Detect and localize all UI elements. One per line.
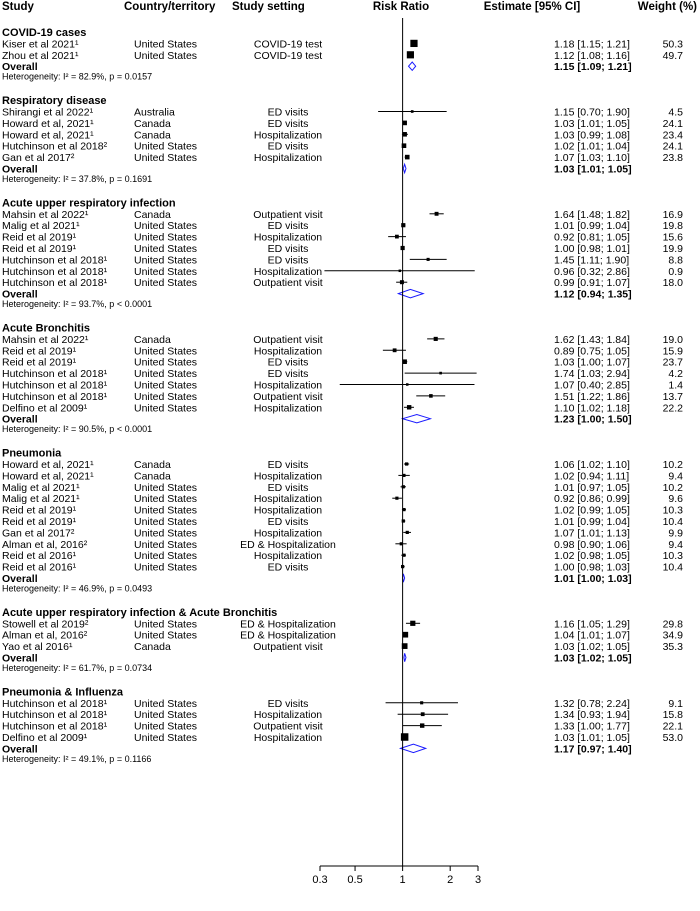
study-weight: 10.4 <box>662 516 683 528</box>
study-estimate: 0.92 [0.86; 0.99] <box>554 493 630 506</box>
study-name: Alman et al, 2016² <box>2 538 88 551</box>
point-estimate-square <box>439 372 442 375</box>
study-name: Alman et al, 2016² <box>2 629 88 642</box>
study-estimate: 1.00 [0.98; 1.01] <box>554 243 630 255</box>
overall-estimate: 1.15 [1.09; 1.21] <box>554 61 632 74</box>
study-estimate: 1.03 [0.99; 1.08] <box>554 129 630 142</box>
study-name: Hutchinson et al 2018¹ <box>2 368 108 381</box>
study-estimate: 1.45 [1.11; 1.90] <box>554 254 630 267</box>
study-estimate: 1.00 [0.98; 1.03] <box>554 561 630 574</box>
group-title: Pneumonia & Influenza <box>2 686 124 699</box>
study-weight: 22.1 <box>662 720 683 733</box>
study-weight: 53.0 <box>662 732 683 744</box>
study-country: Canada <box>134 129 171 142</box>
point-estimate-square <box>393 348 397 352</box>
overall-estimate: 1.12 [0.94; 1.35] <box>554 288 632 301</box>
study-estimate: 1.51 [1.22; 1.86] <box>554 390 630 403</box>
point-estimate-square <box>429 394 433 398</box>
study-name: Mahsin et al 2022¹ <box>2 333 89 346</box>
study-name: Gan et al 2017² <box>2 152 75 165</box>
study-estimate: 1.03 [1.00; 1.07] <box>554 356 630 369</box>
study-name: Howard et al, 2021¹ <box>2 129 94 142</box>
study-estimate: 0.89 [0.75; 1.05] <box>554 345 630 358</box>
study-weight: 15.8 <box>662 709 683 722</box>
header-country: Country/territory <box>124 1 216 13</box>
study-setting: Hospitalization <box>253 379 323 392</box>
study-name: Mahsin et al 2022¹ <box>2 208 89 221</box>
study-name: Yao et al 2016¹ <box>2 641 73 654</box>
study-name: Hutchinson et al 2018¹ <box>2 390 108 403</box>
study-country: United States <box>134 481 198 494</box>
study-weight: 4.5 <box>668 106 683 119</box>
study-estimate: 1.03 [1.01; 1.05] <box>554 117 630 130</box>
point-estimate-square <box>420 701 423 704</box>
overall-label: Overall <box>2 413 38 426</box>
header-row <box>2 1 697 13</box>
study-weight: 24.1 <box>662 117 683 130</box>
overall-label: Overall <box>2 163 38 176</box>
study-country: United States <box>134 243 198 255</box>
study-country: United States <box>134 709 198 722</box>
overall-estimate: 1.17 [0.97; 1.40] <box>554 743 632 756</box>
study-country: Canada <box>134 208 171 221</box>
study-weight: 0.9 <box>668 265 683 278</box>
study-country: Canada <box>134 459 171 471</box>
study-name: Zhou et al 2021¹ <box>2 49 79 62</box>
study-country: United States <box>134 504 198 517</box>
study-setting: Outpatient visit <box>253 641 323 654</box>
study-estimate: 1.06 [1.02; 1.10] <box>554 459 630 471</box>
study-name: Delfino et al 2009¹ <box>2 402 88 415</box>
group-title: Respiratory disease <box>2 95 107 108</box>
study-name: Hutchinson et al 2018¹ <box>2 254 108 267</box>
study-setting: ED visits <box>267 254 309 267</box>
study-weight: 19.0 <box>662 333 683 346</box>
study-name: Howard et al, 2021¹ <box>2 470 94 483</box>
study-weight: 13.7 <box>662 390 683 403</box>
x-tick-label: 2 <box>447 874 454 886</box>
study-estimate: 1.15 [0.70; 1.90] <box>554 106 630 119</box>
point-estimate-square <box>405 462 408 465</box>
study-weight: 23.8 <box>662 152 683 165</box>
study-country: United States <box>134 152 198 165</box>
overall-estimate: 1.01 [1.00; 1.03] <box>554 573 632 585</box>
study-weight: 50.3 <box>662 38 683 51</box>
study-name: Hutchinson et al 2018¹ <box>2 265 108 278</box>
study-setting: ED visits <box>267 368 309 381</box>
point-estimate-square <box>395 235 399 239</box>
study-setting: ED visits <box>267 459 309 471</box>
overall-estimate: 1.23 [1.00; 1.50] <box>554 413 632 426</box>
overall-diamond <box>398 289 423 297</box>
overall-label: Overall <box>2 61 38 74</box>
point-estimate-square <box>400 280 404 284</box>
group-title: Acute Bronchitis <box>2 322 91 335</box>
study-country: Canada <box>134 117 171 130</box>
study-country: Canada <box>134 641 171 654</box>
study-country: United States <box>134 493 198 506</box>
study-estimate: 1.18 [1.15; 1.21] <box>554 38 630 51</box>
study-country: United States <box>134 697 198 710</box>
study-weight: 10.3 <box>662 550 683 563</box>
study-country: United States <box>134 254 198 267</box>
study-name: Reid et al 2016¹ <box>2 550 77 563</box>
study-weight: 23.7 <box>662 356 683 369</box>
study-country: United States <box>134 140 198 153</box>
study-setting: COVID-19 test <box>253 38 323 51</box>
study-weight: 49.7 <box>662 49 683 62</box>
point-estimate-square <box>421 712 425 716</box>
study-name: Reid et al 2019¹ <box>2 231 77 244</box>
study-estimate: 1.10 [1.02; 1.18] <box>554 402 630 415</box>
study-weight: 22.2 <box>662 402 683 415</box>
study-setting: ED & Hospitalization <box>240 538 336 551</box>
x-tick-label: 1 <box>399 874 406 886</box>
study-weight: 8.8 <box>668 254 683 267</box>
study-country: United States <box>134 368 198 381</box>
study-setting: Outpatient visit <box>253 277 323 290</box>
study-country: United States <box>134 629 198 642</box>
forest-rows <box>2 27 683 764</box>
point-estimate-square <box>406 531 409 534</box>
study-weight: 18.0 <box>662 277 683 290</box>
study-name: Reid et al 2019¹ <box>2 356 77 369</box>
point-estimate-square <box>399 270 402 273</box>
header-estimate: Estimate [95% CI] <box>483 1 581 13</box>
study-country: United States <box>134 277 198 290</box>
study-estimate: 1.01 [0.99; 1.04] <box>554 220 630 233</box>
study-setting: Hospitalization <box>253 152 323 165</box>
point-estimate-square <box>405 155 410 160</box>
study-country: United States <box>134 231 198 244</box>
study-setting: Hospitalization <box>253 504 323 517</box>
heterogeneity-text: Heterogeneity: I² = 37.8%, p = 0.1691 <box>2 173 153 184</box>
study-weight: 9.4 <box>668 470 683 483</box>
study-weight: 29.8 <box>662 618 683 631</box>
study-setting: Outpatient visit <box>253 390 323 403</box>
study-name: Howard et al, 2021¹ <box>2 459 94 471</box>
study-estimate: 1.64 [1.48; 1.82] <box>554 208 630 221</box>
study-estimate: 1.02 [0.94; 1.11] <box>554 470 630 483</box>
study-name: Reid et al 2019¹ <box>2 516 77 528</box>
study-estimate: 1.62 [1.43; 1.84] <box>554 333 630 346</box>
study-country: Australia <box>134 106 175 119</box>
study-setting: ED visits <box>267 243 309 255</box>
study-weight: 4.2 <box>668 368 683 381</box>
heterogeneity-text: Heterogeneity: I² = 82.9%, p = 0.0157 <box>2 71 153 82</box>
study-country: United States <box>134 390 198 403</box>
overall-diamond <box>409 62 416 70</box>
study-country: Canada <box>134 470 171 483</box>
study-weight: 15.9 <box>662 345 683 358</box>
study-estimate: 0.98 [0.90; 1.06] <box>554 538 630 551</box>
study-name: Hutchinson et al 2018¹ <box>2 720 108 733</box>
point-estimate-square <box>407 51 414 58</box>
study-country: United States <box>134 379 198 392</box>
study-estimate: 0.96 [0.32; 2.86] <box>554 265 630 278</box>
header-study: Study <box>2 1 34 13</box>
study-estimate: 1.74 [1.03; 2.94] <box>554 368 630 381</box>
study-name: Malig et al 2021¹ <box>2 493 80 506</box>
overall-diamond <box>404 653 406 661</box>
study-name: Reid et al 2019¹ <box>2 345 77 358</box>
point-estimate-square <box>427 258 430 261</box>
study-estimate: 1.33 [1.00; 1.77] <box>554 720 630 733</box>
point-estimate-square <box>411 110 414 113</box>
study-estimate: 1.16 [1.05; 1.29] <box>554 618 630 631</box>
x-axis <box>312 18 481 886</box>
study-country: United States <box>134 527 198 540</box>
study-weight: 10.4 <box>662 561 683 574</box>
overall-label: Overall <box>2 652 38 665</box>
study-name: Hutchinson et al 2018¹ <box>2 697 108 710</box>
study-setting: Hospitalization <box>253 470 323 483</box>
study-country: United States <box>134 538 198 551</box>
header-risk-ratio: Risk Ratio <box>372 1 430 13</box>
group-title: COVID-19 cases <box>2 27 87 39</box>
study-estimate: 1.34 [0.93; 1.94] <box>554 709 630 722</box>
study-setting: Outpatient visit <box>253 208 323 221</box>
study-weight: 24.1 <box>662 140 683 153</box>
point-estimate-square <box>434 337 438 341</box>
overall-diamond <box>401 744 426 752</box>
study-country: United States <box>134 265 198 278</box>
study-setting: ED visits <box>267 516 309 528</box>
study-setting: Hospitalization <box>253 709 323 722</box>
study-name: Kiser et al 2021¹ <box>2 38 79 51</box>
overall-estimate: 1.03 [1.01; 1.05] <box>554 163 632 176</box>
point-estimate-square <box>406 383 409 386</box>
study-country: Canada <box>134 333 171 346</box>
study-country: United States <box>134 38 198 51</box>
study-setting: ED visits <box>267 140 309 153</box>
header-setting: Study setting <box>232 1 305 13</box>
point-estimate-square <box>402 632 408 638</box>
study-weight: 9.6 <box>668 493 683 506</box>
study-name: Hutchinson et al 2018² <box>2 140 108 153</box>
study-estimate: 1.02 [1.01; 1.04] <box>554 140 630 153</box>
study-estimate: 1.02 [0.98; 1.05] <box>554 550 630 563</box>
study-setting: ED visits <box>267 117 309 130</box>
study-estimate: 1.01 [0.97; 1.05] <box>554 481 630 494</box>
study-weight: 23.4 <box>662 129 683 142</box>
study-setting: Outpatient visit <box>253 333 323 346</box>
overall-label: Overall <box>2 288 38 301</box>
study-weight: 10.2 <box>662 459 683 471</box>
study-setting: Hospitalization <box>253 550 323 563</box>
study-estimate: 1.02 [0.99; 1.05] <box>554 504 630 517</box>
study-setting: Hospitalization <box>253 493 323 506</box>
study-name: Gan et al 2017² <box>2 527 75 540</box>
study-name: Hutchinson et al 2018¹ <box>2 379 108 392</box>
study-setting: Hospitalization <box>253 345 323 358</box>
study-weight: 10.2 <box>662 481 683 494</box>
study-setting: Hospitalization <box>253 402 323 415</box>
x-tick-label: 3 <box>474 874 482 886</box>
study-setting: Hospitalization <box>253 129 323 142</box>
study-estimate: 1.03 [1.02; 1.05] <box>554 641 630 654</box>
study-setting: ED & Hospitalization <box>240 618 336 631</box>
study-setting: ED visits <box>267 481 309 494</box>
study-weight: 34.9 <box>662 629 683 642</box>
overall-estimate: 1.03 [1.02; 1.05] <box>554 652 632 665</box>
study-estimate: 1.01 [0.99; 1.04] <box>554 516 630 528</box>
study-estimate: 1.12 [1.08; 1.16] <box>554 49 630 62</box>
point-estimate-square <box>395 497 398 500</box>
point-estimate-square <box>435 212 439 216</box>
x-tick-label: 0.5 <box>347 874 363 886</box>
overall-diamond <box>403 164 406 172</box>
study-estimate: 1.03 [1.01; 1.05] <box>554 732 630 744</box>
study-country: United States <box>134 356 198 369</box>
study-setting: ED visits <box>267 220 309 233</box>
x-tick-label: 0.3 <box>312 874 328 886</box>
study-weight: 19.8 <box>662 220 683 233</box>
study-country: United States <box>134 402 198 415</box>
study-country: United States <box>134 345 198 358</box>
point-estimate-square <box>410 40 417 47</box>
overall-label: Overall <box>2 743 38 756</box>
group-title: Pneumonia <box>2 447 62 460</box>
study-weight: 9.4 <box>668 538 683 551</box>
study-setting: ED visits <box>267 106 309 119</box>
study-name: Stowell et al 2019² <box>2 618 89 631</box>
heterogeneity-text: Heterogeneity: I² = 49.1%, p = 0.1166 <box>2 753 152 764</box>
overall-diamond <box>403 415 431 423</box>
point-estimate-square <box>401 733 409 741</box>
heterogeneity-text: Heterogeneity: I² = 93.7%, p < 0.0001 <box>2 299 153 309</box>
study-estimate: 0.99 [0.91; 1.07] <box>554 277 630 290</box>
group-title: Acute upper respiratory infection & Acute Bronchitis <box>2 606 278 619</box>
study-setting: ED visits <box>267 561 309 574</box>
overall-label: Overall <box>2 573 38 585</box>
study-weight: 1.4 <box>668 379 683 392</box>
study-weight: 9.9 <box>668 527 683 540</box>
study-setting: ED visits <box>267 697 309 710</box>
study-country: United States <box>134 732 198 744</box>
study-weight: 16.9 <box>662 208 683 221</box>
header-weight: Weight (%) <box>637 1 697 13</box>
study-name: Howard et al, 2021¹ <box>2 117 94 130</box>
point-estimate-square <box>401 223 405 227</box>
heterogeneity-text: Heterogeneity: I² = 61.7%, p = 0.0734 <box>2 662 153 673</box>
study-setting: Hospitalization <box>253 732 323 744</box>
study-setting: ED visits <box>267 356 309 369</box>
study-name: Malig et al 2021¹ <box>2 220 80 233</box>
study-country: United States <box>134 618 198 631</box>
group-title: Acute upper respiratory infection <box>2 197 176 210</box>
study-name: Reid et al 2019¹ <box>2 243 77 255</box>
study-estimate: 1.07 [0.40; 2.85] <box>554 379 630 392</box>
study-weight: 10.3 <box>662 504 683 517</box>
study-country: United States <box>134 720 198 733</box>
study-country: United States <box>134 49 198 62</box>
study-estimate: 0.92 [0.81; 1.05] <box>554 231 630 244</box>
study-name: Reid et al 2019¹ <box>2 504 77 517</box>
study-setting: Hospitalization <box>253 231 323 244</box>
heterogeneity-text: Heterogeneity: I² = 90.5%, p < 0.0001 <box>2 424 153 435</box>
study-setting: COVID-19 test <box>253 49 323 62</box>
heterogeneity-text: Heterogeneity: I² = 46.9%, p = 0.0493 <box>2 583 153 594</box>
study-name: Malig et al 2021¹ <box>2 481 80 494</box>
point-estimate-square <box>407 405 411 409</box>
study-name: Delfino et al 2009¹ <box>2 732 88 744</box>
study-name: Reid et al 2016¹ <box>2 561 77 574</box>
study-estimate: 1.04 [1.01; 1.07] <box>554 629 630 642</box>
point-estimate-square <box>420 723 424 727</box>
study-weight: 19.9 <box>662 243 683 255</box>
study-setting: ED & Hospitalization <box>240 629 336 642</box>
study-name: Shirangi et al 2022¹ <box>2 106 94 119</box>
study-country: United States <box>134 516 198 528</box>
study-setting: Hospitalization <box>253 265 323 278</box>
study-setting: Hospitalization <box>253 527 323 540</box>
study-name: Hutchinson et al 2018¹ <box>2 277 108 290</box>
study-country: United States <box>134 561 198 574</box>
point-estimate-square <box>410 621 415 626</box>
study-estimate: 1.07 [1.01; 1.13] <box>554 527 630 540</box>
study-setting: Outpatient visit <box>253 720 323 733</box>
study-country: United States <box>134 220 198 233</box>
study-country: United States <box>134 550 198 563</box>
study-estimate: 1.32 [0.78; 2.24] <box>554 697 630 710</box>
study-weight: 15.6 <box>662 231 683 244</box>
study-estimate: 1.07 [1.03; 1.10] <box>554 152 630 165</box>
study-weight: 35.3 <box>662 641 683 654</box>
study-name: Hutchinson et al 2018¹ <box>2 709 108 722</box>
study-weight: 9.1 <box>668 697 683 710</box>
